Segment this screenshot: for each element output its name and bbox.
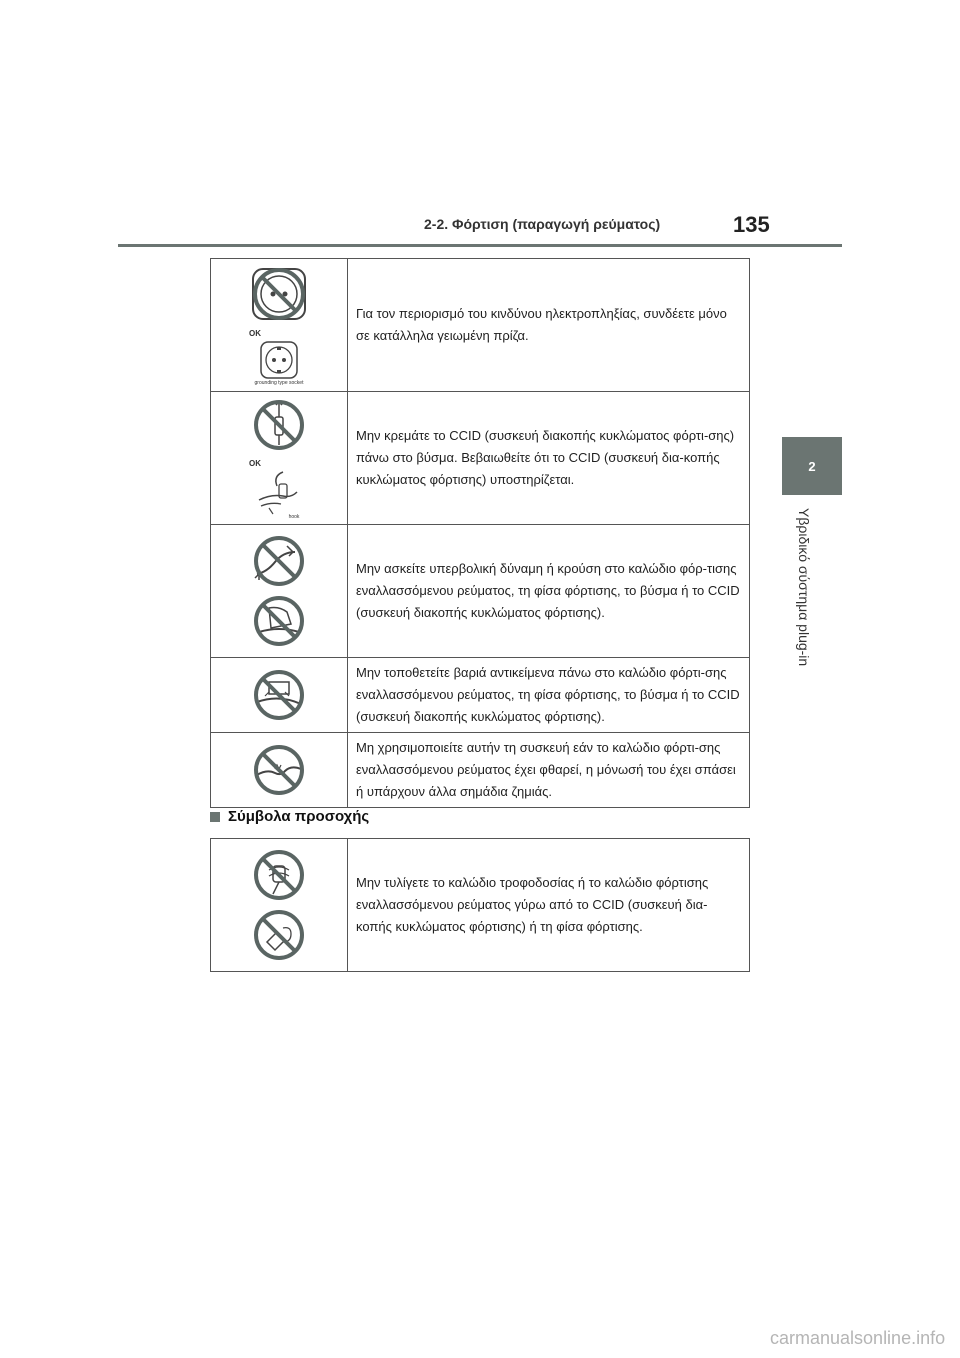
page-header: [0, 0, 960, 250]
illustration-cell: [211, 525, 348, 658]
illustration-cell: [211, 392, 348, 525]
warning-text: Μην ασκείτε υπερβολική δύναμη ή κρούση στο καλώδιο φόρ-τισης εναλλασσόμενου ρεύματος, τη φίσα φόρτισης, το βύσμα ή το CCID (συσκευή διακοπής κυκλώματος φόρτισης).: [348, 525, 750, 658]
illustration-cell: [211, 839, 348, 972]
prohibited-wrapping-cable-icon: [249, 848, 309, 902]
ccid-on-hook-icon: [249, 470, 309, 516]
socket-caption: grounding type socket: [254, 379, 304, 386]
table-row: [211, 525, 750, 658]
prohibited-hanging-ccid-icon: [249, 397, 309, 453]
caution-text: Μην τυλίγετε το καλώδιο τροφοδοσίας ή το καλώδιο φόρτισης εναλλασσόμενου ρεύματος γύρω από το CCID (συσκευή δια-κοπής κυκλώματος φόρτισης) ή τη φίσα φόρτισης.: [348, 839, 750, 972]
table-row: [211, 259, 750, 392]
caution-table: [210, 838, 750, 972]
warning-text: Μην κρεμάτε το CCID (συσκευή διακοπής κυκλώματος φόρτι-σης) πάνω στο βύσμα. Βεβαιωθείτε ότι το CCID (συσκευή δια-κοπής κυκλώματος φόρτισης) υποστηρίζεται.: [348, 392, 750, 525]
illustration-cell: [211, 733, 348, 808]
prohibited-pulling-cable-icon: [249, 534, 309, 588]
chapter-number: 2: [808, 458, 816, 474]
chapter-label: Υβριδικό σύστημα plug-in: [796, 508, 812, 667]
watermark: carmanualsonline.info: [770, 1328, 946, 1348]
prohibited-heavy-object-on-cable-icon: [249, 668, 309, 722]
warning-text: Μην τοποθετείτε βαριά αντικείμενα πάνω στο καλώδιο φόρτι-σης εναλλασσόμενου ρεύματος, τη φίσα φόρτισης, το βύσμα ή το CCID (συσκευή διακοπής κυκλώματος φόρτισης).: [348, 658, 750, 733]
table-row: [211, 658, 750, 733]
warning-table: [210, 258, 750, 808]
section-title: 2-2. Φόρτιση (παραγωγή ρεύματος): [424, 216, 661, 232]
prohibited-ungrounded-socket-icon: [249, 265, 309, 323]
chapter-tab[interactable]: [782, 437, 842, 495]
header-divider: [118, 244, 842, 247]
prohibited-coiled-cable-icon: [249, 908, 309, 962]
warning-text: Για τον περιορισμό του κινδύνου ηλεκτροπληξίας, συνδέετε μόνο σε κατάλληλα γειωμένη πρίζα.: [348, 259, 750, 392]
prohibited-damaged-cable-icon: [249, 743, 309, 797]
table-row: [211, 392, 750, 525]
caution-heading-text: Σύμβολα προσοχής: [228, 808, 370, 825]
page-number: 135: [733, 212, 770, 237]
prohibited-stepping-on-cable-icon: [249, 594, 309, 648]
square-bullet-icon: [210, 812, 220, 822]
illustration-cell: [211, 259, 348, 392]
illustration-cell: [211, 658, 348, 733]
grounded-socket-icon: [253, 340, 305, 380]
table-row: [211, 839, 750, 972]
caution-heading: [210, 808, 369, 825]
warning-text: Μη χρησιμοποιείτε αυτήν τη συσκευή εάν το καλώδιο φόρτι-σης εναλλασσόμενου ρεύματος έχει φθαρεί, η μόνωσή του έχει σπάσει ή υπάρχουν άλλα σημάδια ζημιάς.: [348, 733, 750, 808]
table-row: [211, 733, 750, 808]
hook-caption: hook: [288, 513, 300, 520]
ok-label: OK: [249, 328, 261, 338]
ok-label: OK: [249, 458, 261, 468]
